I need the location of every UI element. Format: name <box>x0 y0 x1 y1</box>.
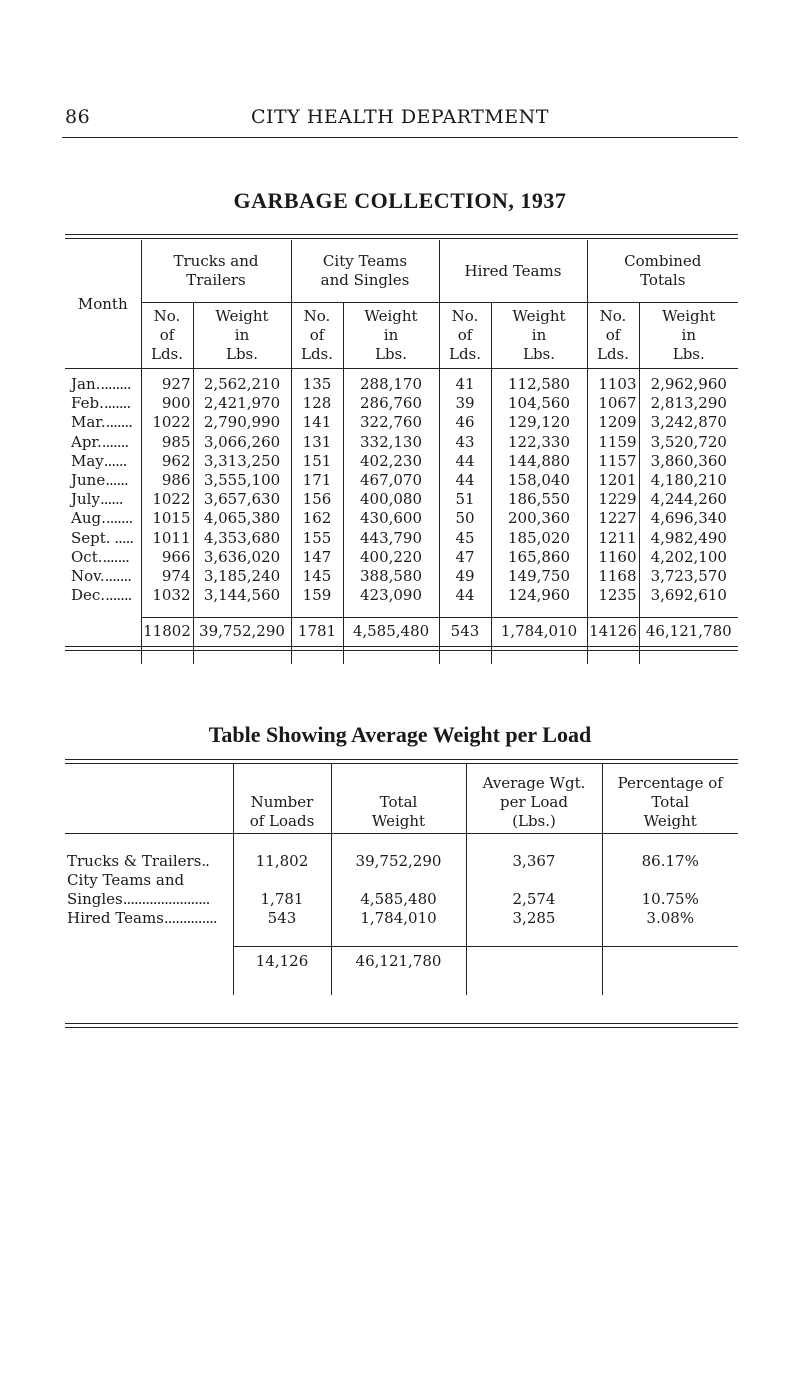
cell-city-weight: 332,130 <box>343 433 439 452</box>
sub-header-weight: Weight in Lbs. <box>343 303 439 369</box>
average-totals-row <box>65 947 738 976</box>
month-label: July...... <box>71 490 123 509</box>
cell-city-loads: 151 <box>291 452 343 471</box>
cell-combined-weight: 3,723,570 <box>639 567 738 586</box>
month-row <box>65 452 738 471</box>
cell-trucks-weight: 3,657,630 <box>193 490 291 509</box>
cell-city-loads: 131 <box>291 433 343 452</box>
total-hired-weight: 1,784,010 <box>491 618 587 645</box>
table1-top-rule <box>65 234 738 239</box>
total-combined-loads: 14126 <box>587 618 639 645</box>
cell-trucks-weight: 2,790,990 <box>193 413 291 432</box>
sub-header-weight: Weight in Lbs. <box>491 303 587 369</box>
cell-combined-weight: 4,244,260 <box>639 490 738 509</box>
cell-trucks-weight: 3,636,020 <box>193 548 291 567</box>
cell-combined-loads: 1157 <box>587 452 639 471</box>
month-row <box>65 413 738 432</box>
average-weight-table <box>65 763 738 995</box>
row-average: 3,285 <box>466 909 602 928</box>
cell-city-weight: 400,080 <box>343 490 439 509</box>
cell-city-weight: 322,760 <box>343 413 439 432</box>
cell-trucks-loads: 1022 <box>141 413 193 432</box>
cell-city-weight: 423,090 <box>343 586 439 605</box>
cell-trucks-loads: 985 <box>141 433 193 452</box>
total-hired-loads: 543 <box>439 618 491 645</box>
cell-city-loads: 135 <box>291 375 343 394</box>
cell-trucks-weight: 3,185,240 <box>193 567 291 586</box>
sub-header-no-loads: No. of Lds. <box>439 303 491 369</box>
month-row <box>65 548 738 567</box>
total-loads: 14,126 <box>233 947 331 976</box>
cell-hired-loads: 47 <box>439 548 491 567</box>
cell-hired-weight: 158,040 <box>491 471 587 490</box>
cell-hired-weight: 200,360 <box>491 509 587 528</box>
sub-header-no-loads: No. of Lds. <box>141 303 193 369</box>
cell-hired-loads: 49 <box>439 567 491 586</box>
row-average: 3,367 <box>466 852 602 871</box>
month-row <box>65 586 738 605</box>
cell-hired-loads: 44 <box>439 586 491 605</box>
month-label: June...... <box>71 471 128 490</box>
cell-combined-loads: 1159 <box>587 433 639 452</box>
month-label: Feb........ <box>71 394 131 413</box>
header-percentage: Percentage of Total Weight <box>602 763 738 834</box>
month-row <box>65 567 738 586</box>
cell-trucks-weight: 4,353,680 <box>193 529 291 548</box>
cell-trucks-loads: 962 <box>141 452 193 471</box>
group-header-combined: Combined Totals <box>587 240 738 303</box>
month-label: Jan......... <box>71 375 131 394</box>
average-table-title: Table Showing Average Weight per Load <box>208 722 592 747</box>
cell-trucks-loads: 1022 <box>141 490 193 509</box>
month-row <box>65 375 738 394</box>
cell-combined-loads: 1168 <box>587 567 639 586</box>
cell-hired-loads: 43 <box>439 433 491 452</box>
cell-combined-weight: 2,813,290 <box>639 394 738 413</box>
cell-combined-weight: 4,982,490 <box>639 529 738 548</box>
group-header-city-teams: City Teams and Singles <box>291 240 439 303</box>
row-percentage: 10.75% <box>602 890 738 909</box>
sub-header-row <box>65 303 738 369</box>
collection-table-title: GARBAGE COLLECTION, 1937 <box>233 188 567 213</box>
cell-city-weight: 443,790 <box>343 529 439 548</box>
cell-hired-weight: 104,560 <box>491 394 587 413</box>
cell-city-weight: 288,170 <box>343 375 439 394</box>
cell-combined-loads: 1211 <box>587 529 639 548</box>
total-trucks-loads: 11802 <box>141 618 193 645</box>
cell-city-loads: 147 <box>291 548 343 567</box>
total-trucks-weight: 39,752,290 <box>193 618 291 645</box>
cell-hired-weight: 124,960 <box>491 586 587 605</box>
group-header-hired-teams: Hired Teams <box>439 240 587 303</box>
cell-hired-weight: 112,580 <box>491 375 587 394</box>
cell-city-weight: 400,220 <box>343 548 439 567</box>
cell-trucks-loads: 1015 <box>141 509 193 528</box>
cell-hired-loads: 51 <box>439 490 491 509</box>
month-header: Month <box>65 240 141 369</box>
page-number: 86 <box>65 106 91 128</box>
average-row-trucks <box>65 852 738 871</box>
cell-city-weight: 467,070 <box>343 471 439 490</box>
cell-hired-weight: 185,020 <box>491 529 587 548</box>
cell-hired-loads: 39 <box>439 394 491 413</box>
cell-city-loads: 171 <box>291 471 343 490</box>
cell-trucks-loads: 986 <box>141 471 193 490</box>
month-row <box>65 490 738 509</box>
cell-hired-loads: 44 <box>439 452 491 471</box>
row-label: Trucks & Trailers.. <box>67 852 209 870</box>
cell-trucks-loads: 966 <box>141 548 193 567</box>
cell-trucks-weight: 3,066,260 <box>193 433 291 452</box>
row-weight: 39,752,290 <box>331 852 466 871</box>
cell-combined-loads: 1067 <box>587 394 639 413</box>
cell-hired-weight: 129,120 <box>491 413 587 432</box>
month-row <box>65 433 738 452</box>
total-city-weight: 4,585,480 <box>343 618 439 645</box>
cell-hired-loads: 50 <box>439 509 491 528</box>
cell-city-loads: 162 <box>291 509 343 528</box>
total-weight: 46,121,780 <box>331 947 466 976</box>
month-label: Nov........ <box>71 566 132 585</box>
average-label-header <box>65 763 233 834</box>
month-row <box>65 509 738 528</box>
month-row <box>65 529 738 548</box>
cell-trucks-weight: 2,421,970 <box>193 394 291 413</box>
cell-trucks-weight: 4,065,380 <box>193 509 291 528</box>
cell-hired-weight: 165,860 <box>491 548 587 567</box>
sub-header-weight: Weight in Lbs. <box>193 303 291 369</box>
total-combined-weight: 46,121,780 <box>639 618 738 645</box>
row-loads: 543 <box>233 909 331 928</box>
cell-combined-loads: 1103 <box>587 375 639 394</box>
cell-trucks-loads: 927 <box>141 375 193 394</box>
row-average: 2,574 <box>466 890 602 909</box>
cell-combined-loads: 1235 <box>587 586 639 605</box>
month-label: Mar........ <box>71 413 132 432</box>
row-loads: 1,781 <box>233 890 331 909</box>
group-header-trucks: Trucks and Trailers <box>141 240 291 303</box>
cell-city-loads: 145 <box>291 567 343 586</box>
header-rule <box>62 137 738 138</box>
cell-hired-loads: 41 <box>439 375 491 394</box>
cell-trucks-weight: 3,144,560 <box>193 586 291 605</box>
row-percentage: 86.17% <box>602 852 738 871</box>
cell-trucks-weight: 3,555,100 <box>193 471 291 490</box>
cell-combined-weight: 2,962,960 <box>639 375 738 394</box>
cell-hired-loads: 46 <box>439 413 491 432</box>
header-total-weight: Total Weight <box>331 763 466 834</box>
row-percentage: 3.08% <box>602 909 738 928</box>
month-row <box>65 471 738 490</box>
row-label: Hired Teams.............. <box>67 909 217 927</box>
cell-trucks-loads: 900 <box>141 394 193 413</box>
cell-hired-loads: 45 <box>439 529 491 548</box>
cell-combined-weight: 3,692,610 <box>639 586 738 605</box>
cell-combined-weight: 3,860,360 <box>639 452 738 471</box>
cell-trucks-loads: 974 <box>141 567 193 586</box>
cell-combined-weight: 4,202,100 <box>639 548 738 567</box>
cell-city-weight: 430,600 <box>343 509 439 528</box>
cell-city-loads: 128 <box>291 394 343 413</box>
table2-bottom-rule <box>65 1023 738 1028</box>
cell-combined-loads: 1201 <box>587 471 639 490</box>
department-title: CITY HEALTH DEPARTMENT <box>251 106 549 128</box>
cell-city-loads: 156 <box>291 490 343 509</box>
cell-hired-loads: 44 <box>439 471 491 490</box>
sub-header-no-loads: No. of Lds. <box>587 303 639 369</box>
month-label: Aug........ <box>71 509 133 528</box>
average-row-city-teams-label <box>65 871 738 890</box>
cell-combined-weight: 3,242,870 <box>639 413 738 432</box>
cell-hired-weight: 122,330 <box>491 433 587 452</box>
average-row-hired-teams <box>65 909 738 928</box>
cell-combined-loads: 1227 <box>587 509 639 528</box>
average-row-city-teams <box>65 890 738 909</box>
month-row <box>65 394 738 413</box>
cell-trucks-loads: 1011 <box>141 529 193 548</box>
group-header-row <box>65 240 738 303</box>
cell-trucks-weight: 2,562,210 <box>193 375 291 394</box>
month-label: Oct........ <box>71 547 129 566</box>
average-header-row <box>65 763 738 834</box>
row-label: City Teams and <box>67 871 185 889</box>
sub-header-no-loads: No. of Lds. <box>291 303 343 369</box>
cell-city-loads: 155 <box>291 529 343 548</box>
row-weight: 4,585,480 <box>331 890 466 909</box>
cell-combined-loads: 1229 <box>587 490 639 509</box>
cell-city-loads: 159 <box>291 586 343 605</box>
cell-combined-weight: 3,520,720 <box>639 433 738 452</box>
cell-hired-weight: 144,880 <box>491 452 587 471</box>
cell-combined-weight: 4,180,210 <box>639 471 738 490</box>
month-label: Apr........ <box>71 432 129 451</box>
header-number-of-loads: Number of Loads <box>233 763 331 834</box>
month-label: May...... <box>71 451 127 470</box>
cell-combined-weight: 4,696,340 <box>639 509 738 528</box>
totals-row <box>65 618 738 645</box>
row-weight: 1,784,010 <box>331 909 466 928</box>
row-loads: 11,802 <box>233 852 331 871</box>
header-average-weight: Average Wgt. per Load (Lbs.) <box>466 763 602 834</box>
cell-hired-weight: 186,550 <box>491 490 587 509</box>
cell-hired-weight: 149,750 <box>491 567 587 586</box>
row-label-cont: Singles....................... <box>67 890 210 908</box>
month-label: Sept. ..... <box>71 528 134 547</box>
cell-city-weight: 402,230 <box>343 452 439 471</box>
cell-combined-loads: 1209 <box>587 413 639 432</box>
cell-city-weight: 388,580 <box>343 567 439 586</box>
cell-city-loads: 141 <box>291 413 343 432</box>
sub-header-weight: Weight in Lbs. <box>639 303 738 369</box>
table1-bottom-rule <box>65 646 738 651</box>
cell-combined-loads: 1160 <box>587 548 639 567</box>
cell-city-weight: 286,760 <box>343 394 439 413</box>
cell-trucks-weight: 3,313,250 <box>193 452 291 471</box>
cell-trucks-loads: 1032 <box>141 586 193 605</box>
total-city-loads: 1781 <box>291 618 343 645</box>
garbage-collection-table <box>65 240 738 664</box>
month-label: Dec........ <box>71 586 132 605</box>
